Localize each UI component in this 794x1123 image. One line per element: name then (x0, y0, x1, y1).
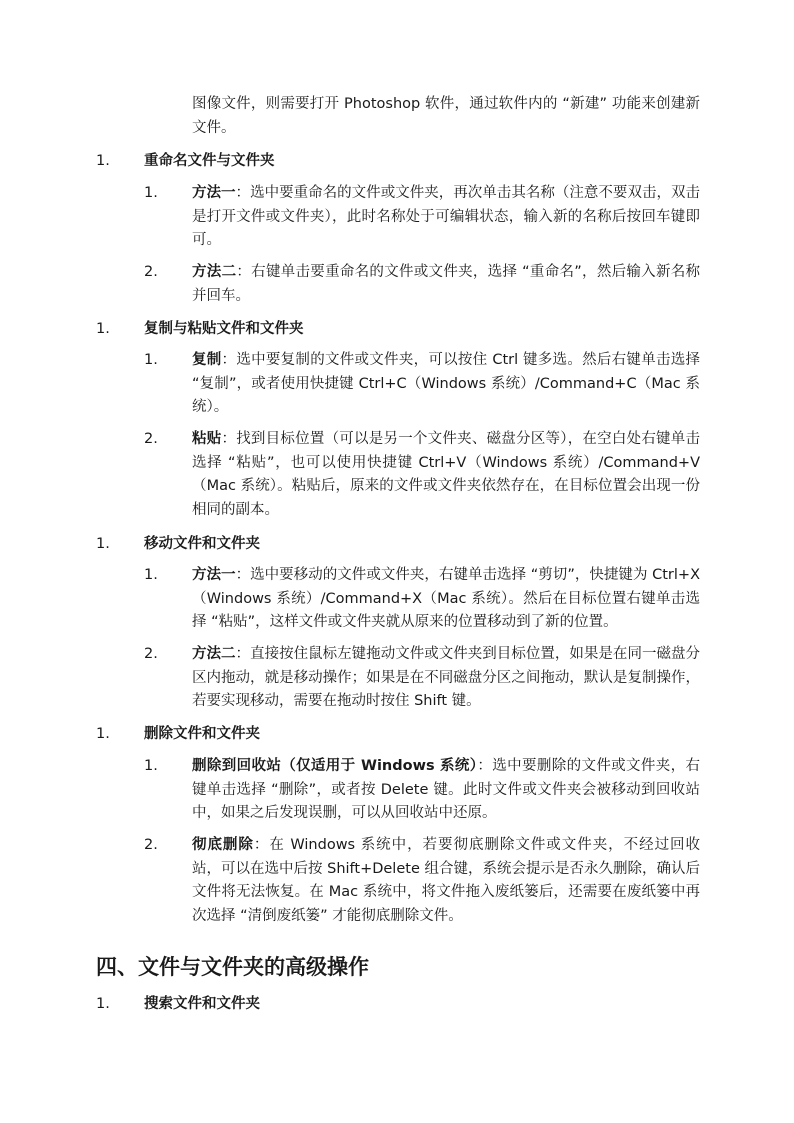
list-item-body (192, 182, 700, 253)
item-lead: 复制 (192, 352, 222, 368)
item-separator: ： (253, 837, 270, 853)
list-number: 2. (144, 264, 158, 280)
item-lead: 方法二 (192, 264, 237, 280)
list-number: 1. (96, 153, 110, 169)
list-number: 1. (96, 321, 110, 337)
list-number: 1. (144, 758, 158, 774)
item-text: 找到目标位置（可以是另一个文件夹、磁盘分区等），在空白处右键单击选择 “粘贴”，也可以使用快捷键 Ctrl+V（Windows 系统）/Command+V（Mac 系统）。粘贴后，原来的文件或文件夹依然存在，在目标位置会出现一份相同的副本。 (192, 431, 701, 518)
list-item-body (192, 428, 700, 522)
section-title-rename: 重命名文件与文件夹 (144, 153, 275, 169)
list-item-search-heading (96, 993, 716, 1015)
list-number: 2. (144, 837, 158, 853)
list-number: 1. (144, 567, 158, 583)
item-text: 选中要删除的文件或文件夹，右键单击选择 “删除”，或者按 Delete 键。此时文件或文件夹会被移动到回收站中，如果之后发现误删，可以从回收站中还原。 (192, 758, 701, 821)
list-number: 2. (144, 646, 158, 662)
list-number: 1. (96, 726, 110, 742)
list-number: 2. (144, 431, 158, 447)
item-lead: 彻底删除 (192, 837, 254, 853)
list-item-move-heading (96, 533, 716, 555)
item-separator: ： (235, 185, 251, 201)
item-lead: 删除到回收站（仅适用于 Windows 系统） (192, 758, 478, 774)
list-item-body (192, 349, 700, 420)
item-text: 选中要复制的文件或文件夹，可以按住 Ctrl 键多选。然后右键单击选择 “复制”，或者使用快捷键 Ctrl+C（Windows 系统）/Command+C（Mac 系统）。 (192, 352, 701, 415)
list-item (144, 564, 700, 635)
item-text: 右键单击要重命名的文件或文件夹，选择 “重命名”，然后输入新名称并回车。 (192, 264, 701, 304)
item-text: 选中要移动的文件或文件夹，右键单击选择 “剪切”，快捷键为 Ctrl+X（Windows 系统）/Command+X（Mac 系统）。然后在目标位置右键单击选择 “粘贴”，这样文件或文件夹就从原来的位置移动到了新的位置。 (192, 567, 701, 630)
item-text: 选中要重命名的文件或文件夹，再次单击其名称（注意不要双击，双击是打开文件或文件夹），此时名称处于可编辑状态，输入新的名称后按回车键即可。 (192, 185, 701, 248)
list-number: 1. (96, 536, 110, 552)
item-text: 在 Windows 系统中，若要彻底删除文件或文件夹，不经过回收站，可以在选中后按 Shift+Delete 组合键，系统会提示是否永久删除，确认后文件将无法恢复。在 Mac 系统中，将文件拖入废纸篓后，还需要在废纸篓中再次选择 “清倒废纸篓” 才能彻底删除文件。 (192, 837, 700, 924)
item-separator: ： (477, 758, 493, 774)
list-item (144, 349, 700, 420)
list-item-body (192, 564, 700, 635)
item-separator: ： (236, 264, 252, 280)
list-item-body (192, 643, 700, 714)
section-title-copy: 复制与粘贴文件和文件夹 (144, 321, 304, 337)
list-item (144, 755, 700, 826)
item-separator: ： (221, 352, 237, 368)
item-lead: 粘贴 (192, 431, 222, 447)
section-title-search: 搜索文件和文件夹 (144, 996, 260, 1012)
section-title-delete: 删除文件和文件夹 (144, 726, 260, 742)
list-item-delete-heading (96, 723, 716, 745)
list-item-rename-heading (96, 150, 716, 172)
list-item (144, 261, 700, 308)
list-number: 1. (96, 996, 110, 1012)
intro-paragraph: 图像文件，则需要打开 Photoshop 软件，通过软件内的 “新建” 功能来创建新文件。 (192, 96, 700, 136)
list-item-body (192, 261, 700, 308)
list-item (144, 834, 700, 928)
list-item-body (192, 755, 700, 826)
list-item (144, 182, 700, 253)
item-text: 直接按住鼠标左键拖动文件或文件夹到目标位置，如果是在同一磁盘分区内拖动，就是移动操作；如果是在不同磁盘分区之间拖动，默认是复制操作，若要实现移动，需要在拖动时按住 Shift 键。 (192, 646, 701, 709)
item-lead: 方法一 (192, 567, 236, 583)
list-item (144, 428, 700, 522)
section-title-move: 移动文件和文件夹 (144, 536, 260, 552)
item-lead: 方法一 (192, 185, 236, 201)
item-separator: ： (221, 431, 237, 447)
list-item-body (192, 834, 700, 928)
item-separator: ： (235, 646, 251, 662)
item-separator: ： (235, 567, 251, 583)
list-number: 1. (144, 352, 158, 368)
list-item (144, 643, 700, 714)
section-heading-advanced: 四、文件与文件夹的高级操作 (96, 955, 369, 979)
item-lead: 方法二 (192, 646, 236, 662)
list-number: 1. (144, 185, 158, 201)
list-item-copy-heading (96, 318, 716, 340)
